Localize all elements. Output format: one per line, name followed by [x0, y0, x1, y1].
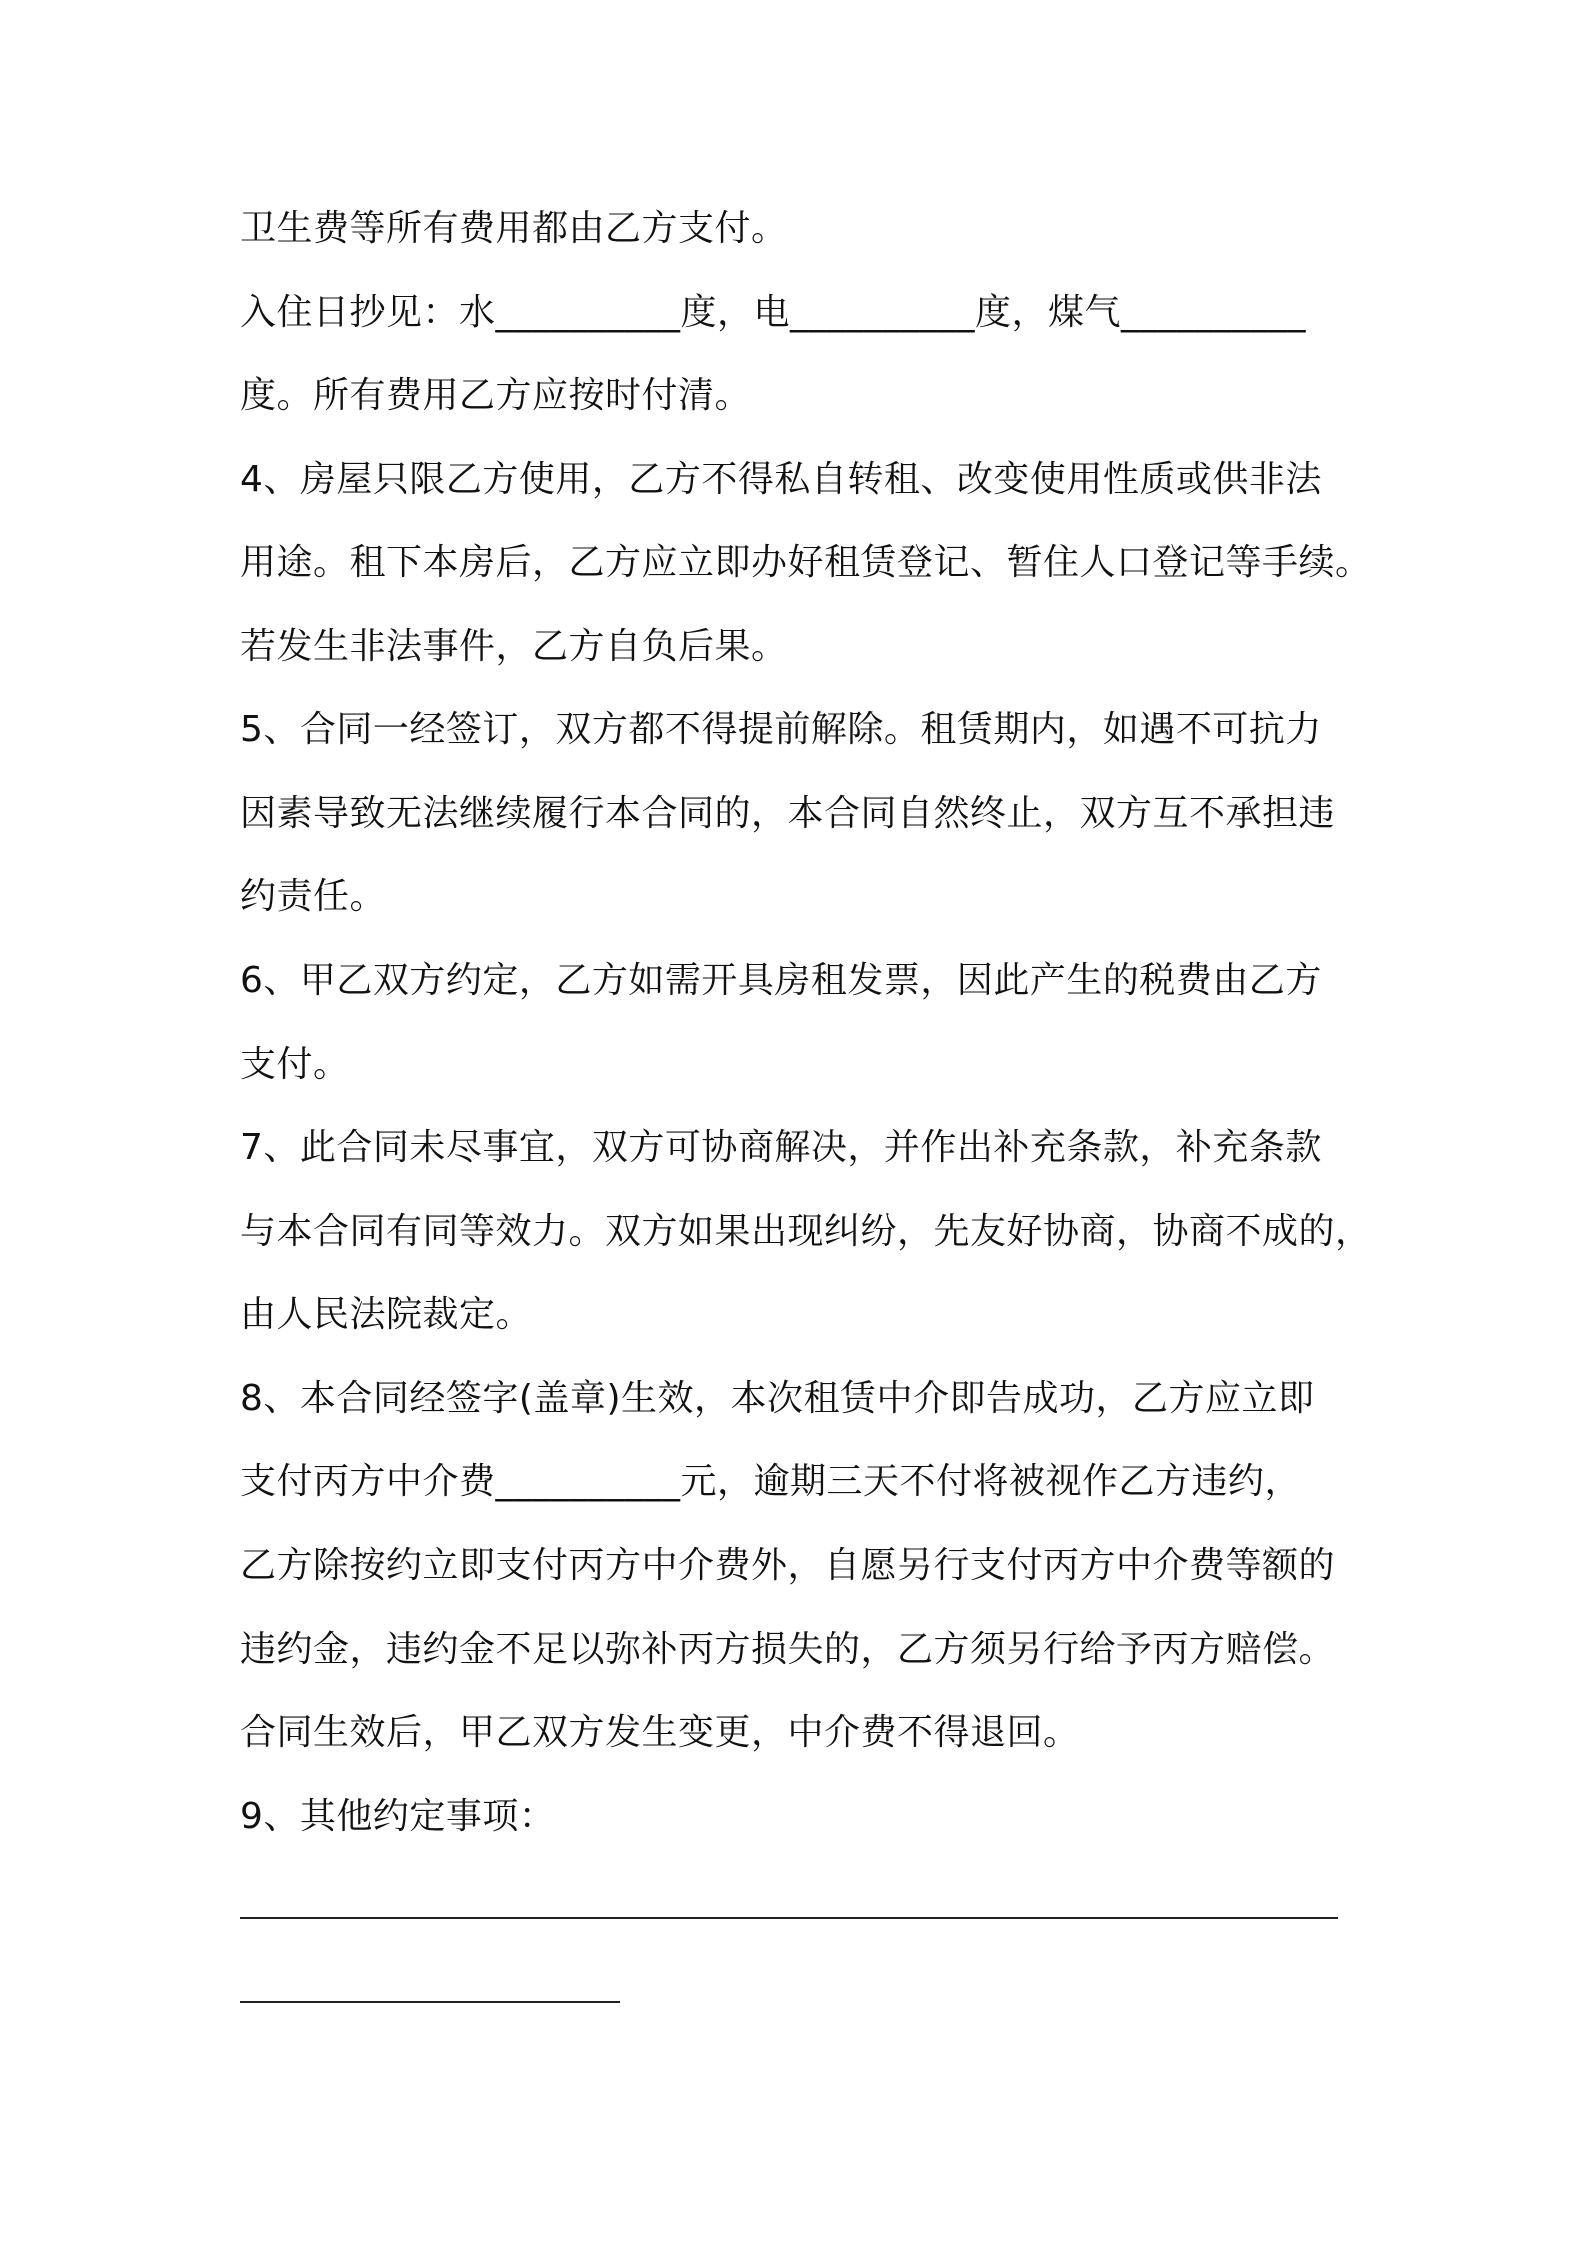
- clause-8-line: 8、本合同经签字(盖章)生效，本次租赁中介即告成功，乙方应立即: [240, 1378, 1315, 1419]
- text-line: 支付。: [240, 1044, 350, 1085]
- clause-7-line: 7、此合同未尽事宜，双方可协商解决，并作出补充条款，补充条款: [240, 1127, 1322, 1168]
- text-line: 由人民法院裁定。: [240, 1294, 533, 1335]
- text-line: 违约金，违约金不足以弥补丙方损失的，乙方须另行给予丙方赔偿。: [240, 1629, 1336, 1670]
- fill-in-blank-line: [240, 2001, 620, 2003]
- meter-reading-line: 入住日抄见：水__________度，电__________度，煤气__________: [240, 292, 1307, 333]
- text-line: 约责任。: [240, 876, 387, 917]
- fill-in-blank-line: [240, 1917, 1338, 1919]
- agency-fee-line: 支付丙方中介费__________元，逾期三天不付将被视作乙方违约，: [240, 1461, 1302, 1502]
- text-line: 乙方除按约立即支付丙方中介费外，自愿另行支付丙方中介费等额的: [240, 1545, 1336, 1586]
- clause-9-line: 9、其他约定事项：: [240, 1796, 556, 1837]
- clause-6-line: 6、甲乙双方约定，乙方如需开具房租发票，因此产生的税费由乙方: [240, 960, 1322, 1001]
- text-line: 卫生费等所有费用都由乙方支付。: [240, 208, 788, 249]
- text-line: 若发生非法事件，乙方自负后果。: [240, 626, 788, 667]
- clause-5-line: 5、合同一经签订，双方都不得提前解除。租赁期内，如遇不可抗力: [240, 709, 1322, 750]
- text-line: 度。所有费用乙方应按时付清。: [240, 375, 752, 416]
- clause-4-line: 4、房屋只限乙方使用，乙方不得私自转租、改变使用性质或供非法: [240, 459, 1322, 500]
- text-line: 与本合同有同等效力。双方如果出现纠纷，先友好协商，协商不成的，: [240, 1211, 1372, 1252]
- text-line: 因素导致无法继续履行本合同的，本合同自然终止，双方互不承担违: [240, 793, 1336, 834]
- text-line: 合同生效后，甲乙双方发生变更，中介费不得退回。: [240, 1712, 1080, 1753]
- text-line: 用途。租下本房后，乙方应立即办好租赁登记、暂住人口登记等手续。: [240, 542, 1372, 583]
